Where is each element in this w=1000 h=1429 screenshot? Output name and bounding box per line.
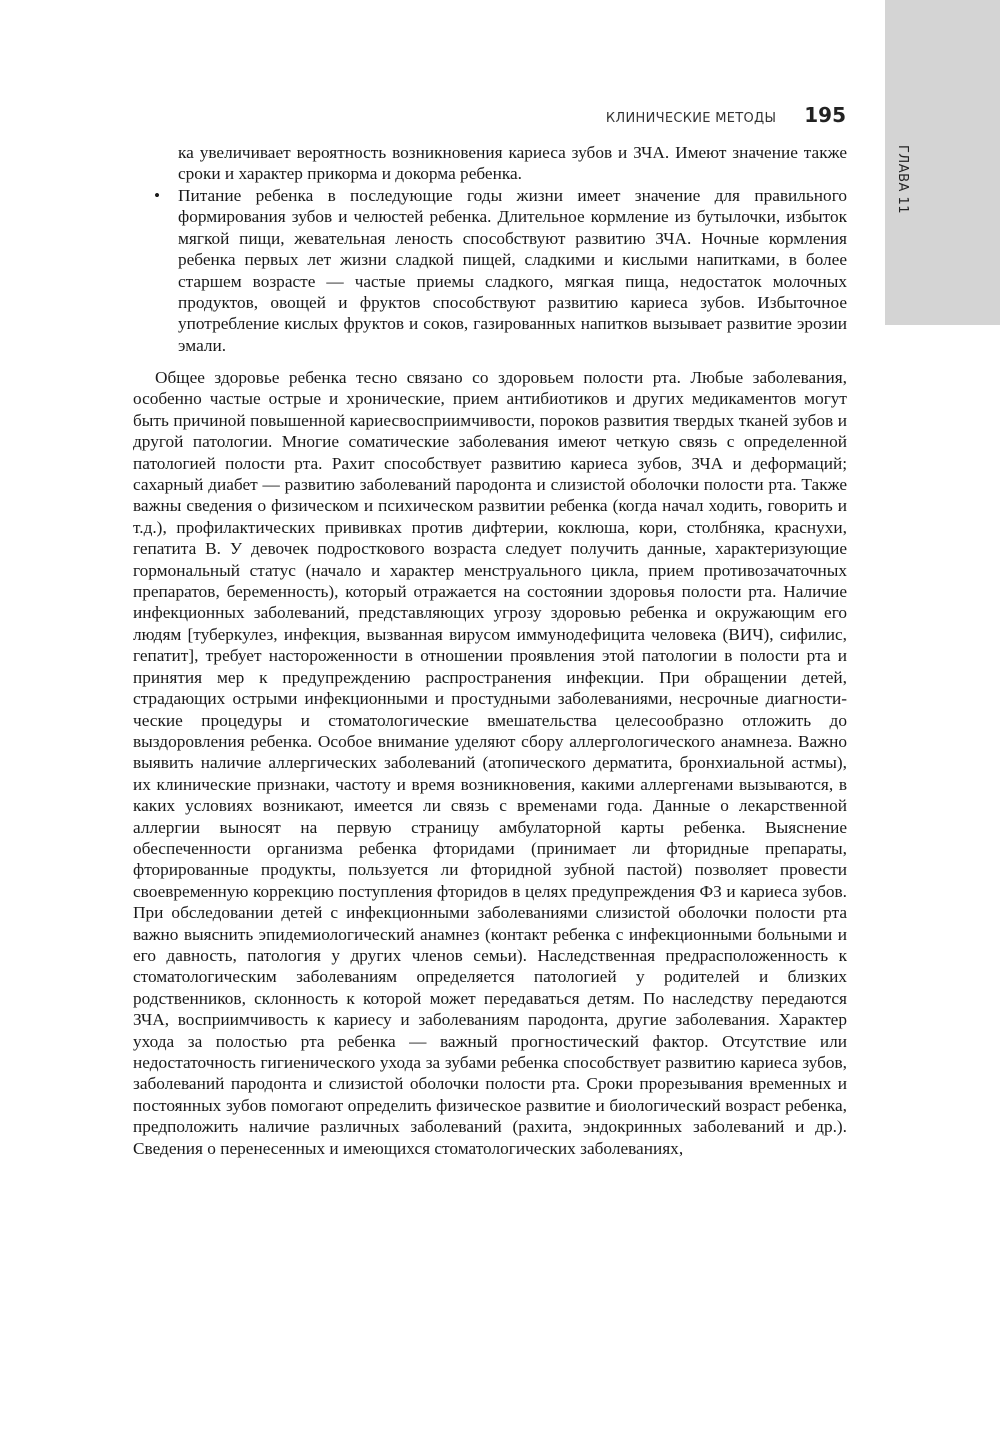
continuation-text: ка увеличивает вероятность возникновения кариеса зубов и ЗЧА. Имеют значение также сроки и характер прикорма и докорма ребенка. <box>178 143 847 184</box>
chapter-label: ГЛАВА 11 <box>895 145 910 215</box>
bullet-icon: • <box>154 186 161 205</box>
bullet-item-text: Питание ребенка в последующие годы жизни имеет значение для правильного формирования зубов и челюстей ребенка. Длительное кормление из бутылочки, избыток мягкой пищи, жевательная леность способствуют развитию ЗЧА. Ночные кормления ребенка первых лет жизни сладкой пищей, сладкими и кислыми напитками, в более старшем возрасте — частые приемы сладкого, мягкая пища, недостаток молочных продуктов, овощей и фруктов способствуют развитию кариеса зубов. Избыточное употребление кислых фруктов и соков, газированных напитков вызывает развитие эрозии эмали. <box>178 186 847 355</box>
page-number: 195 <box>804 103 846 127</box>
main-paragraph: Общее здоровье ребенка тесно связано со здоровьем полости рта. Любые заболевания, особенно частые острые и хронические, прием антибиотиков и других медикаментов могут быть причиной повышенной кариесвосприимчивости, пороков развития твердых тканей зубов и другой патологии. Многие соматические заболевания имеют четкую связь с определенной патологией полости рта. Рахит способствует развитию кариеса зубов, ЗЧА и деформаций; сахарный диабет — развитию заболеваний пародонта и слизистой оболочки полости рта. Также важны сведения о физическом и психическом развитии ребенка (когда начал ходить, говорить и т.д.), профилактических прививках против дифтерии, коклюша, кори, столбняка, краснухи, гепатита В. У девочек подросткового возраста следует получить данные, характеризующие гормональный статус (начало и характер менструального цикла, прием противозачаточных препаратов, беременность), который отражается на состоянии здоровья полости рта. Наличие инфекционных заболеваний, представляющих угрозу здоровью ребенка и окружающим его людям [туберкулез, инфекция, вызванная вирусом иммунодефицита человека (ВИЧ), сифилис, гепатит], требует настороженности в отношении проявления этой патологии в полости рта и принятия мер к предупреждению распространения инфекции. При обращении детей, страдающих острыми инфекционными и простудными заболеваниями, несрочные диагностические процедуры и стоматологические вмешательства целесообразно отложить до выздоровления ребенка. Особое внимание уделяют сбору аллергологического анамнеза. Важно выявить наличие аллергических заболеваний (атопического дерматита, бронхиальной астмы), их клинические признаки, частоту и время возникновения, какими аллергенами вызываются, в каких условиях возникают, имеется ли связь с временами года. Данные о лекарственной аллергии выносят на первую страницу амбулаторной карты ребенка. Выяснение обеспеченности организма ребенка фторидами (принимает ли фторидные препараты, фторированные продукты, пользуется ли фторидной зубной пастой) позволяет провести своевременную коррекцию поступления фторидов в целях предупреждения ФЗ и кариеса зубов. При обследовании детей с инфекционными заболеваниями слизистой оболочки полости рта важно выяснить эпидемиологический анамнез (контакт ребенка с инфекционными больными и его давность, патология у других членов семьи). Наследственная предрасположенность к стоматологическим заболеваниям определяется патологией у родителей и близких родственников, склонность к которой может передаваться детям. По наследству передаются ЗЧА, восприимчивость к кариесу и заболеваниям пародонта, другие заболевания. Характер ухода за полостью рта ребенка — важный прогностический фактор. Отсутствие или недостаточность гигиенического ухода за зубами ребенка способствует развитию кариеса зубов, заболеваний пародонта и слизистой оболочки полости рта. Сроки прорезывания временных и постоянных зубов помогают определить физическое развитие и биологический возраст ребенка, предположить наличие различных заболеваний (рахита, эндокринных заболеваний и др.). Сведения о перенесенных и имеющихся стоматологических заболеваниях, <box>133 368 847 1158</box>
section-title: КЛИНИЧЕСКИЕ МЕТОДЫ <box>605 111 777 126</box>
bullet-item <box>154 185 847 356</box>
running-head <box>560 103 846 127</box>
